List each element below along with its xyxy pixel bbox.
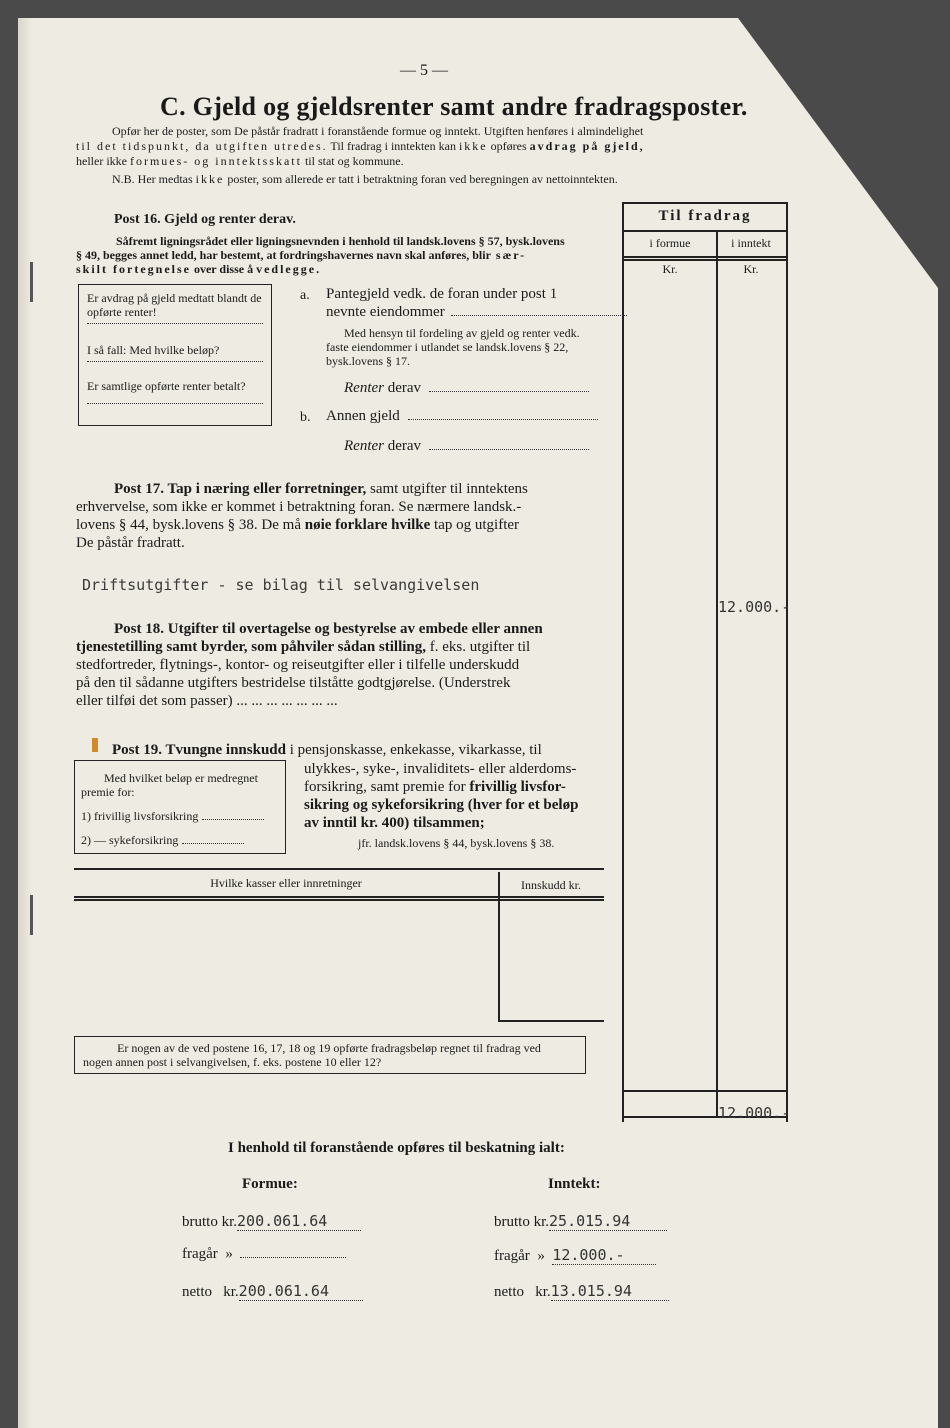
post16-renter-b <box>344 438 589 455</box>
table-col-innskudd: Innskudd kr. <box>521 878 581 892</box>
premium-item-label: 2) — sykeforsikring <box>81 833 179 847</box>
post19-text: i pensjonskasse, enkekasse, vikarkasse, til <box>285 742 542 758</box>
post19-line: sikring og sykeforsikring (hver for et beløp <box>304 797 579 813</box>
note-line: nogen annen post i selvangivelsen, f. eks. postene 10 eller 12? <box>83 1055 382 1069</box>
post18-bold: tjenestetilling samt byrder, som påhviler sådan stilling, <box>76 639 427 655</box>
post16-b-label: b. <box>300 410 311 425</box>
divider <box>624 259 786 261</box>
intro-text: Til fradrag i inntekten kan <box>327 139 459 153</box>
formue-brutto-value[interactable]: 200.061.64 <box>237 1212 361 1231</box>
post16-text <box>76 234 616 276</box>
post19-line: ulykkes-, syke-, invaliditets- eller alderdoms- <box>304 761 577 777</box>
renter-rest: derav <box>383 380 422 396</box>
post17-line: erhvervelse, som ikke er kommet i betraktning foran. Se nærmere landsk.- <box>76 499 522 515</box>
unit-label: Kr. <box>662 262 678 276</box>
answer-line[interactable] <box>87 361 263 362</box>
post16-text-part: § 49, begges annet ledd, har bestemt, at fordringshavernes navn skal anføres, blir <box>76 248 491 262</box>
post16-a-text2 <box>326 304 627 321</box>
post17-text: lovens § 44, bysk.lovens § 38. De må <box>76 517 305 533</box>
formue-title: Formue: <box>242 1176 298 1192</box>
post18-block <box>76 620 606 710</box>
intro-text: heller ikke <box>76 154 130 168</box>
post19-line1 <box>112 742 542 759</box>
post18-line: stedfortreder, flytnings-, kontor- og reiseutgifter eller i tilfelle underskudd <box>76 657 520 673</box>
currency-label: kr. <box>223 1284 239 1300</box>
post16-a-note: faste eiendommer i utlandet se landsk.lovens § 22, <box>326 340 569 354</box>
intro-text: opføres <box>487 139 530 153</box>
intro-bold: avdrag på gjeld, <box>529 139 645 153</box>
post16-a-text2-label: nevnte eiendommer <box>326 304 445 320</box>
ditto-mark: » <box>225 1246 233 1262</box>
inntekt-brutto-row <box>494 1212 667 1231</box>
post16-a-note: bysk.lovens § 17. <box>326 354 410 368</box>
post17-line <box>76 480 606 498</box>
nb-spaced: ikke <box>195 172 225 186</box>
post19-premium-box <box>74 760 286 854</box>
summary-heading: I henhold til foranstående opføres til beskatning ialt: <box>228 1140 565 1156</box>
renter-italic: Renter <box>344 380 384 396</box>
table-bottom-rule <box>498 1020 604 1022</box>
formue-netto-value[interactable]: 200.061.64 <box>239 1282 363 1301</box>
post19-bold: Tvungne innskudd <box>162 742 286 758</box>
premium-item-livsforsikring <box>81 809 264 823</box>
row-label: netto <box>182 1284 212 1300</box>
formue-netto-row <box>182 1282 363 1301</box>
row-label: fragår <box>494 1248 530 1264</box>
section-title: C. Gjeld og gjeldsrenter samt andre fradragsposter. <box>160 92 748 121</box>
row-label: fragår <box>182 1246 218 1262</box>
table-top-rule <box>74 868 604 870</box>
intro-line: Opfør her de poster, som De påstår fradratt i foranstående formue og inntekt. Utgiften henføres i almindelighet <box>112 124 644 138</box>
note-box <box>74 1036 586 1074</box>
post16-b-text <box>326 408 598 425</box>
post18-line <box>76 620 606 638</box>
intro-spaced: til det tidspunkt, da utgiften utredes. <box>76 139 328 153</box>
divider <box>624 256 786 258</box>
premium-box-title: Med hvilket beløp er medregnet <box>104 771 258 785</box>
question-belop: I så fall: Med hvilke beløp? <box>87 343 220 357</box>
highlight-mark <box>92 738 98 752</box>
intro-line <box>76 139 784 154</box>
inntekt-netto-row <box>494 1282 669 1301</box>
post18-title: Post 18. <box>114 621 164 637</box>
answer-line[interactable] <box>87 323 263 324</box>
formue-fragar-value[interactable] <box>240 1257 346 1258</box>
post19-title: Post 19. <box>112 742 162 758</box>
inntekt-brutto-value[interactable]: 25.015.94 <box>549 1212 667 1231</box>
post17-bold: Tap i næring eller forretninger, <box>164 481 367 497</box>
intro-spaced: ikke <box>458 139 488 153</box>
post16-line <box>76 248 616 262</box>
currency-label: kr. <box>533 1214 550 1230</box>
premium-item-sykeforsikring <box>81 833 244 847</box>
paper-sheet <box>18 18 938 1428</box>
intro-text: til stat og kommune. <box>301 154 404 168</box>
col-inntekt-header: i inntekt <box>731 236 771 250</box>
inntekt-netto-value[interactable]: 13.015.94 <box>551 1282 669 1301</box>
post16-a-note: Med hensyn til fordeling av gjeld og renter vedk. <box>344 326 580 340</box>
post16-title: Post 16. Gjeld og renter derav. <box>114 212 296 227</box>
formue-fragar-row <box>182 1246 346 1263</box>
post16-spaced: skilt fortegnelse <box>76 262 191 276</box>
post17-line: De påstår fradratt. <box>76 535 185 551</box>
currency-label: kr. <box>535 1284 551 1300</box>
renter-italic: Renter <box>344 438 384 454</box>
post17-text: samt utgifter til inntektens <box>366 481 528 497</box>
answer-line[interactable] <box>202 819 264 820</box>
post17-typed-entry: Driftsutgifter - se bilag til selvangivelsen <box>82 576 480 594</box>
table-header-rule <box>74 896 604 898</box>
post16-question-box <box>78 284 272 426</box>
inntekt-title: Inntekt: <box>548 1176 601 1192</box>
answer-line[interactable] <box>451 315 627 316</box>
row-label: brutto <box>182 1214 218 1230</box>
post17-line <box>76 516 606 534</box>
post18-line: på den til sådanne utgifters bestridelse tilståtte godtgjørelse. (Understrek <box>76 675 511 691</box>
post16-line: Såfremt ligningsrådet eller ligningsnevnden i henhold til landsk.lovens § 57, bysk.lovens <box>116 234 565 248</box>
answer-line[interactable] <box>182 843 244 844</box>
post17-block <box>76 480 606 552</box>
section-intro <box>76 124 784 169</box>
post16-a-label: a. <box>300 288 310 303</box>
note-line: Er nogen av de ved postene 16, 17, 18 og 19 opførte fradragsbeløp regnet til fradrag ved <box>117 1041 541 1055</box>
answer-line[interactable] <box>429 449 589 450</box>
premium-box-title2: premie for: <box>81 785 135 799</box>
question-avdrag: Er avdrag på gjeld medtatt blandt de opførte renter! <box>87 291 262 319</box>
column-divider <box>716 230 718 1118</box>
post17-amount: 12.000.- <box>718 598 791 616</box>
post19-line <box>304 778 614 796</box>
answer-line[interactable] <box>87 403 263 404</box>
deduction-column-title: Til fradrag <box>658 208 752 224</box>
table-column-divider <box>498 872 500 1020</box>
post16-spaced: vedlegge. <box>256 262 322 276</box>
post19-ref: jfr. landsk.lovens § 44, bysk.lovens § 38. <box>358 836 555 850</box>
row-label: netto <box>494 1284 524 1300</box>
post17-title: Post 17. <box>114 481 164 497</box>
renter-rest: derav <box>383 438 422 454</box>
intro-spaced: formues- og inntektsskatt <box>129 154 302 168</box>
col-formue-header: i formue <box>649 236 691 250</box>
question-renter-betalt: Er samtlige opførte renter betalt? <box>87 379 246 393</box>
post19-line: av inntil kr. 400) tilsammen; <box>304 815 485 831</box>
inntekt-fragar-row <box>494 1246 656 1265</box>
unit-label: Kr. <box>743 262 759 276</box>
post18-text: f. eks. utgifter til <box>426 639 531 655</box>
post18-line: eller tilføi det som passer) ... ... ... ... ... ... ... <box>76 693 338 709</box>
post16-renter-a <box>344 380 589 397</box>
post18-line <box>76 638 606 656</box>
premium-item-label: 1) frivillig livsforsikring <box>81 809 199 823</box>
inntekt-fragar-value[interactable]: 12.000.- <box>552 1246 656 1265</box>
deduction-column <box>622 202 791 1122</box>
row-label: brutto <box>494 1214 530 1230</box>
table-col-kasser: Hvilke kasser eller innretninger <box>210 876 362 890</box>
post19-bold: frivillig livsfor- <box>469 779 566 795</box>
binding-mark <box>30 895 33 935</box>
ditto-mark: » <box>537 1248 545 1264</box>
nb-text: poster, som allerede er tatt i betraktning foran ved beregningen av nettoinntekten. <box>224 172 618 186</box>
formue-brutto-row <box>182 1212 361 1231</box>
total-amount: 12.000.- <box>718 1104 791 1122</box>
currency-label: kr. <box>221 1214 238 1230</box>
answer-line[interactable] <box>408 419 598 420</box>
nb-note <box>112 172 618 187</box>
divider <box>624 1090 786 1092</box>
table-header-rule <box>74 899 604 901</box>
answer-line[interactable] <box>429 391 589 392</box>
post17-text: tap og utgifter <box>430 517 520 533</box>
post17-bold: nøie forklare hvilke <box>304 517 431 533</box>
post16-a-text: Pantegjeld vedk. de foran under post 1 <box>326 286 558 302</box>
binding-mark <box>30 262 33 302</box>
post16-text-part: over disse å <box>190 262 257 276</box>
post16-b-text-label: Annen gjeld <box>326 408 400 424</box>
intro-line <box>76 154 784 169</box>
post19-text: forsikring, samt premie for <box>304 779 470 795</box>
post19-block <box>304 760 614 832</box>
divider <box>624 230 786 232</box>
paper-edge <box>18 18 32 1428</box>
nb-text: N.B. Her medtas <box>112 172 196 186</box>
post16-spaced: sær- <box>490 248 527 262</box>
post18-bold: Utgifter til overtagelse og bestyrelse av embede eller annen <box>164 621 543 637</box>
post16-line <box>76 262 616 276</box>
page-number: — 5 — <box>400 62 448 79</box>
